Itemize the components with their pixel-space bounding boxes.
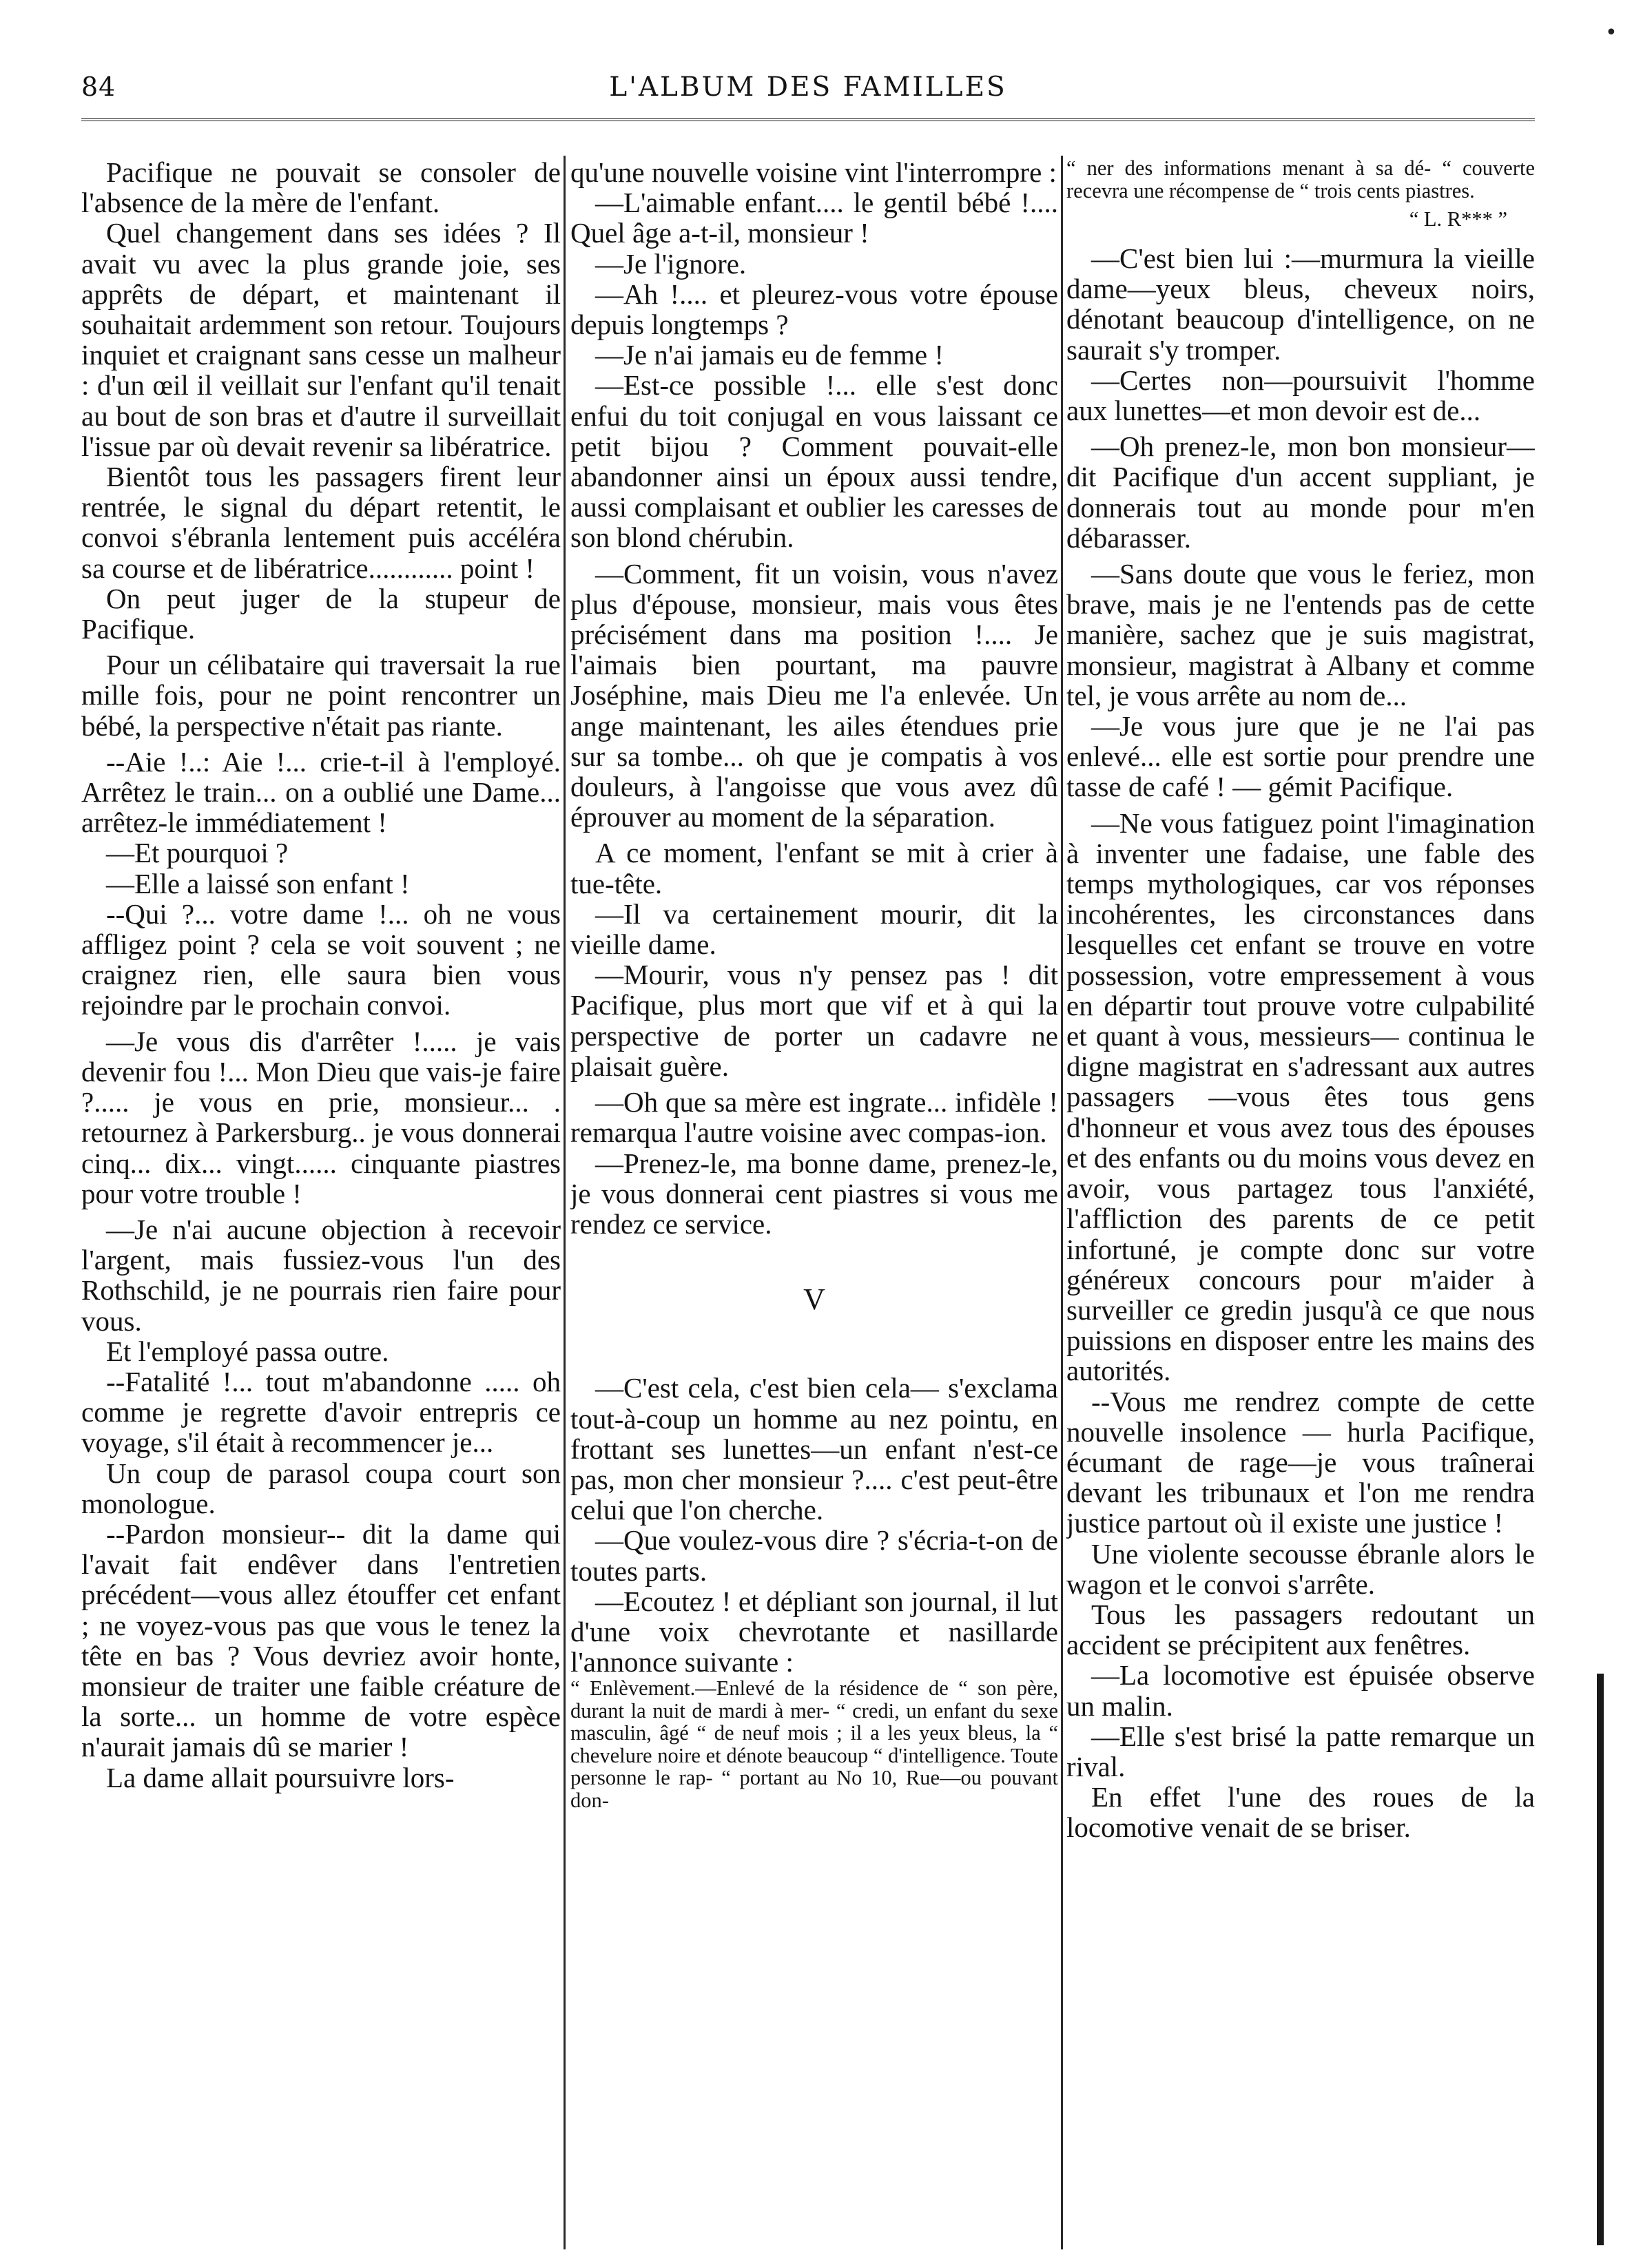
paragraph: —Oh que sa mère est ingrate... infidèle ! remarqua l'autre voisine avec compas-ion. bbox=[570, 1086, 1058, 1149]
page-number: 84 bbox=[81, 72, 116, 102]
paragraph: —Je l'ignore. bbox=[595, 247, 747, 280]
paragraph: Pacifique ne pouvait se consoler de l'absence de la mère de l'enfant. bbox=[81, 157, 561, 219]
paragraph: Et l'employé passa outre. bbox=[106, 1335, 389, 1367]
paragraph: —Il va certainement mourir, dit la vieille dame. bbox=[570, 897, 1058, 961]
paragraph: —C'est cela, c'est bien cela— s'exclama tout-à-coup un homme au nez pointu, en frottant ses lunettes—un enfant n'est-ce pas, mon cher monsieur ?.... c'est peut-être celui que l'on cherche. bbox=[570, 1372, 1058, 1526]
paragraph: —Ecoutez ! et dépliant son journal, il lut d'une voix chevrotante et nasillarde l'annonce suivante : bbox=[570, 1585, 1058, 1678]
paragraph: —Ne vous fatiguez point l'imagination à inventer une fadaise, une fable des temps mythologiques, car vos réponses incohérentes, les circonstances dans lesquelles cet enfant se trouve en votre possession, votre empressement à vous en départir tout prouve votre culpabilité et quant à vous, messieurs— continua le digne magistrat en s'adressant aux autres passagers —vous êtes tous gens d'honneur et vous avez tous des épouses et des enfants ou du moins vous devez en avoir, vous partagez tous l'anxiété, l'affliction des parents de ce petit infortuné, je compte donc sur votre généreux concours pour m'aider à surveiller ce gredin jusqu'à ce que nous puissions en disposer entre les mains des autorités. bbox=[1066, 807, 1535, 1387]
paragraph: --Fatalité !... tout m'abandonne ..... oh comme je regrette d'avoir entrepris ce voyage, s'il était à recommencer je... bbox=[81, 1365, 561, 1459]
paragraph: —Certes non—poursuivit l'homme aux lunettes—et mon devoir est de... bbox=[1066, 364, 1535, 427]
header-rule bbox=[81, 118, 1535, 127]
paragraph: qu'une nouvelle voisine vint l'interrompre : bbox=[570, 157, 1057, 188]
paragraph: Bientôt tous les passagers firent leur rentrée, le signal du départ retentit, le convoi s'ébranla lentement puis accéléra sa course et de libératrice............ point ! bbox=[81, 461, 561, 584]
paragraph: Un coup de parasol coupa court son monologue. bbox=[81, 1457, 561, 1519]
paragraph: —Elle a laissé son enfant ! bbox=[106, 867, 410, 899]
paragraph: —Je vous jure que je ne l'ai pas enlevé... elle est sortie pour prendre une tasse de café ! — gémit Pacifique. bbox=[1066, 710, 1535, 803]
paragraph: —Mourir, vous n'y pensez pas ! dit Pacifique, plus mort que vif et à qui la perspective de porter un cadavre ne plaisait guère. bbox=[570, 959, 1058, 1082]
running-title: L'ALBUM DES FAMILLES bbox=[609, 72, 1007, 103]
paragraph: En effet l'une des roues de la locomotive venait de se briser. bbox=[1066, 1781, 1535, 1844]
notice-signature: “ L. R*** ” bbox=[1409, 207, 1507, 231]
paragraph: Une violente secousse ébranle alors le wagon et le convoi s'arrête. bbox=[1066, 1537, 1535, 1600]
paragraph: —Ah !.... et pleurez-vous votre épouse depuis longtemps ? bbox=[570, 278, 1058, 341]
paragraph: —C'est bien lui :—murmura la vieille dame—yeux bleus, cheveux noirs, dénotant beaucoup d'intelligence, on ne saurait s'y tromper. bbox=[1066, 242, 1535, 366]
margin-bar bbox=[1597, 1674, 1604, 2245]
paragraph: On peut juger de la stupeur de Pacifique. bbox=[81, 582, 561, 645]
newspaper-notice: “ Enlèvement.—Enlevé de la résidence de “ son père, durant la nuit de mardi à mer- “ credi, un enfant du sexe masculin, âgé “ de neuf mois ; il a les yeux bleus, la “ chevelure noire et dénote beaucoup “ d'intelligence. Toute personne le rap- “ portant au No 10, Rue—ou pouvant don- bbox=[570, 1676, 1058, 1812]
paragraph: Tous les passagers redoutant un accident se précipitent aux fenêtres. bbox=[1066, 1598, 1535, 1661]
column-divider-1 bbox=[564, 156, 566, 2249]
paragraph: La dame allait poursuivre lors- bbox=[106, 1761, 455, 1793]
column-3 bbox=[1066, 157, 1535, 2244]
paragraph: —La locomotive est épuisée observe un malin. bbox=[1066, 1659, 1535, 1722]
newspaper-notice-continued: “ ner des informations menant à sa dé- “ couverte recevra une récompense de “ trois cents piastres. bbox=[1066, 157, 1535, 202]
edge-mark: • bbox=[1605, 21, 1618, 45]
paragraph: —Est-ce possible !... elle s'est donc enfui du toit conjugal en vous laissant ce petit bijou ? Comment pouvait-elle abandonner ainsi un époux aussi tendre, aussi complaisant et oublier les caresses de son blond chérubin. bbox=[570, 369, 1058, 554]
paragraph: —Elle s'est brisé la patte remarque un rival. bbox=[1066, 1720, 1535, 1782]
paragraph: Quel changement dans ses idées ? Il avait vu avec la plus grande joie, ses apprêts de départ, et maintenant il souhaitait ardemment son retour. Toujours inquiet et craignant sans cesse un malheur : d'un œil il veillait sur l'enfant qu'il tenait au bout de son bras et d'autre il surveillait l'issue par où devait revenir sa libératrice. bbox=[81, 217, 561, 462]
paragraph: —Et pourquoi ? bbox=[106, 837, 289, 869]
paragraph: —L'aimable enfant.... le gentil bébé !.... Quel âge a-t-il, monsieur ! bbox=[570, 187, 1058, 249]
paragraph: —Oh prenez-le, mon bon monsieur—dit Pacifique d'un accent suppliant, je donnerais tout au monde pour m'en débarasser. bbox=[1066, 430, 1535, 554]
paragraph: A ce moment, l'enfant se mit à crier à tue-tête. bbox=[570, 837, 1058, 899]
paragraph: —Que voulez-vous dire ? s'écria-t-on de toutes parts. bbox=[570, 1524, 1058, 1587]
paragraph: --Aie !..: Aie !... crie-t-il à l'employé. Arrêtez le train... on a oublié une Dame... arrêtez-le immédiatement ! bbox=[81, 745, 561, 839]
paragraph: —Prenez-le, ma bonne dame, prenez-le, je vous donnerai cent piastres si vous me rendez ce service. bbox=[570, 1147, 1058, 1240]
paragraph: —Comment, fit un voisin, vous n'avez plus d'épouse, monsieur, mais vous êtes précisément dans ma position !.... Je l'aimais bien pourtant, ma pauvre Joséphine, mais Dieu me l'a enlevée. Un ange maintenant, les ailes étendues prie sur sa tombe... oh que je compatis à vos douleurs, à l'angoisse que vous avez dû éprouver au moment de la séparation. bbox=[570, 557, 1058, 833]
paragraph: --Qui ?... votre dame !... oh ne vous affligez point ? cela se voit souvent ; ne craignez rien, elle saura bien vous rejoindre par le prochain convoi. bbox=[81, 897, 561, 1021]
paragraph: —Je n'ai jamais eu de femme ! bbox=[595, 339, 944, 371]
paragraph: --Pardon monsieur-- dit la dame qui l'avait fait endêver dans l'entretien précédent—vous allez étouffer cet enfant ; ne voyez-vous pas que vous le tenez la tête en bas ? Vous devriez avoir honte, monsieur de traiter une faible créature de la sorte... un homme de votre espèce n'aurait jamais dû se marier ! bbox=[81, 1517, 561, 1763]
paragraph: —Sans doute que vous le feriez, mon brave, mais je ne l'entends pas de cette manière, sachez que je suis magistrat, monsieur, magistrat à Albany et comme tel, je vous arrête au nom de... bbox=[1066, 558, 1535, 711]
column-divider-2 bbox=[1061, 156, 1063, 2249]
paragraph: —Je vous dis d'arrêter !..... je vais devenir fou !... Mon Dieu que vais-je faire ?..... je vous en prie, monsieur... . retournez à Parkersburg.. je vous donnerai cinq... dix... vingt...... cinquante piastres pour votre trouble ! bbox=[81, 1025, 561, 1209]
paragraph: —Je n'ai aucune objection à recevoir l'argent, mais fussiez-vous l'un des Rothschild, je ne pourrais rien faire pour vous. bbox=[81, 1213, 561, 1337]
section-heading: V bbox=[803, 1282, 825, 1317]
column-2 bbox=[570, 157, 1058, 2244]
column-1 bbox=[81, 157, 561, 2244]
paragraph: Pour un célibataire qui traversait la rue mille fois, pour ne point rencontrer un bébé, la perspective n'était pas riante. bbox=[81, 649, 561, 742]
paragraph: --Vous me rendrez compte de cette nouvelle insolence — hurla Pacifique, écumant de rage—je vous traînerai devant les tribunaux et l'on me rendra justice partout où il existe une justice ! bbox=[1066, 1385, 1535, 1539]
page-header bbox=[81, 67, 1535, 117]
